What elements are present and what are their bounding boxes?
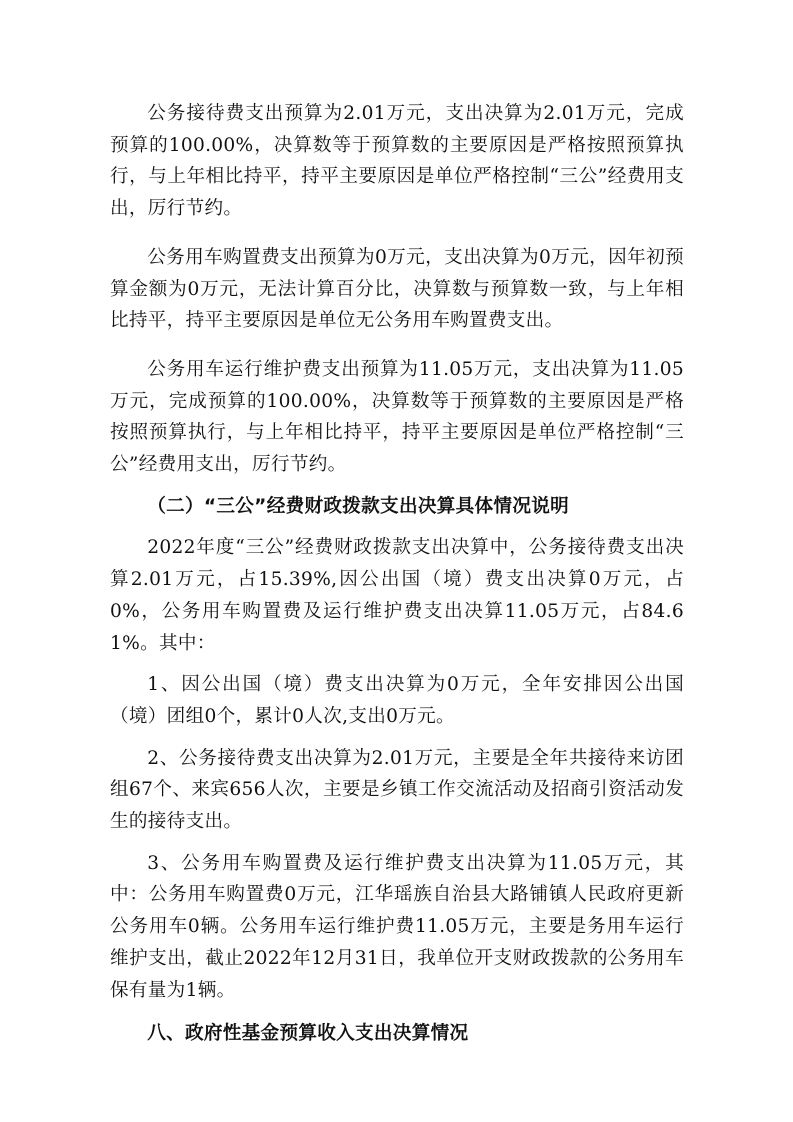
paragraph-vehicle-detail: 3、公务用车购置费及运行维护费支出决算为11.05万元，其中：公务用车购置费0万元，江华瑶族自治县大路铺镇人民政府更新公务用车0辆。公务用车运行维护费11.05万元，主要是务用车运行维护支出，截止2022年12月31日，我单位开支财政拨款的公务用车保有量为1辆。	[110, 852, 684, 1001]
paragraph-three-public-summary: 2022年度“三公”经费财政拨款支出决算中，公务接待费支出决算2.01万元，占15.39%,因公出国（境）费支出决算0万元，占0%，公务用车购置费及运行维护费支出决算11.05万元，占84.61%。其中：	[110, 537, 684, 654]
paragraph-vehicle-operation: 公务用车运行维护费支出预算为11.05万元，支出决算为11.05万元，完成预算的100.00%，决算数等于预算数的主要原因是严格按照预算执行，与上年相比持平，持平主要原因是单位严格控制“三公”经费用支出，厉行节约。	[110, 358, 684, 476]
document-page	[110, 98, 684, 1050]
section-heading-three-public: （二）“三公”经费财政拨款支出决算具体情况说明	[147, 495, 569, 517]
paragraph-reception-expense: 公务接待费支出预算为2.01万元，支出决算为2.01万元，完成预算的100.00%，决算数等于预算数的主要原因是严格按照预算执行，与上年相比持平，持平主要原因是单位严格控制“三公”经费用支出，厉行节约。	[110, 103, 684, 220]
paragraph-reception-detail: 2、公务接待费支出决算为2.01万元，主要是全年共接待来访团组67个、来宾656人次，主要是乡镇工作交流活动及招商引资活动发生的接待支出。	[110, 747, 684, 833]
section-heading-government-fund: 八、政府性基金预算收入支出决算情况	[147, 1023, 469, 1045]
paragraph-overseas-travel: 1、因公出国（境）费支出决算为0万元，全年安排因公出国（境）团组0个，累计0人次,支出0万元。	[110, 674, 684, 727]
paragraph-vehicle-purchase: 公务用车购置费支出预算为0万元，支出决算为0万元，因年初预算金额为0万元，无法计算百分比，决算数与预算数一致，与上年相比持平，持平主要原因是单位无公务用车购置费支出。	[110, 246, 684, 332]
